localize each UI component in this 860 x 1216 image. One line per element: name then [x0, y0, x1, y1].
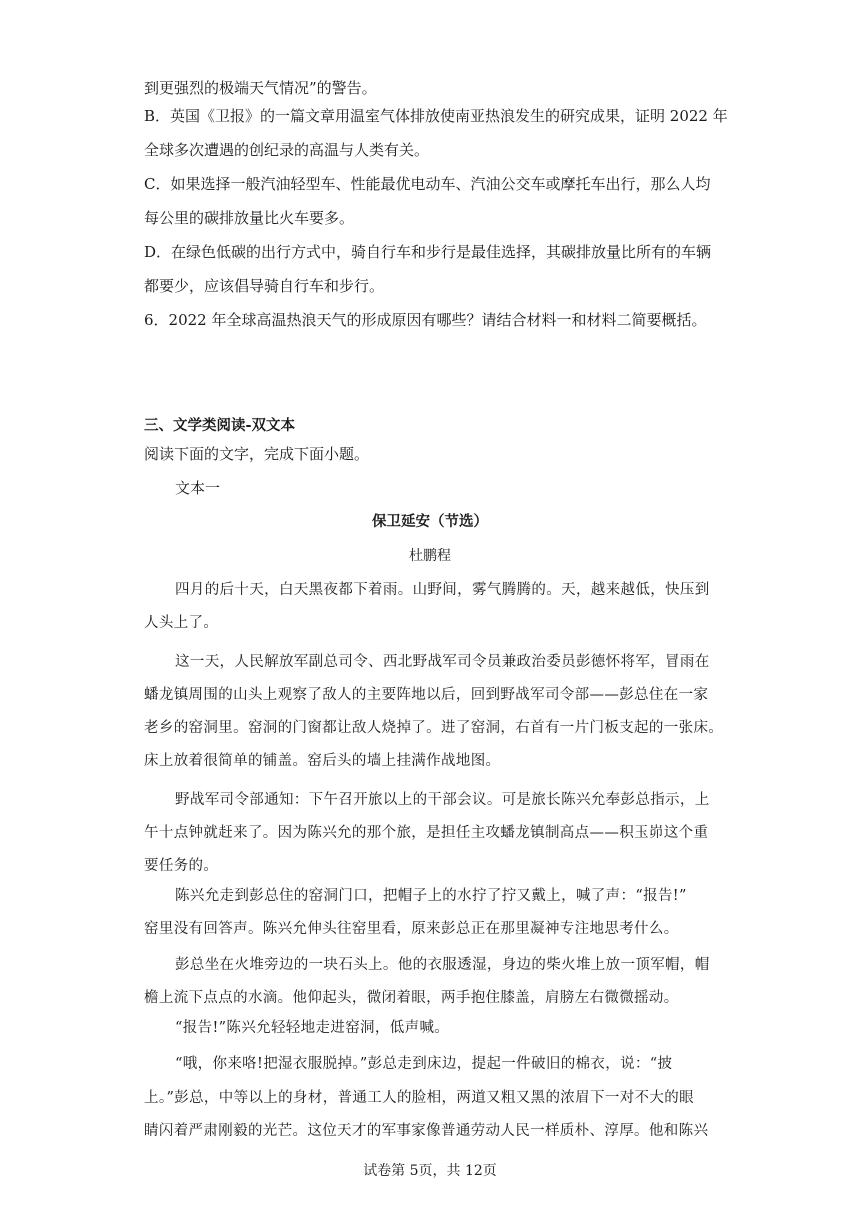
passage-line: 床上放着很简单的铺盖。窑后头的墙上挂满作战地图。: [144, 753, 501, 769]
option-d-line-1: D．在绿色低碳的出行方式中，骑自行车和步行是最佳选择，其碳排放量比所有的车辆: [144, 243, 712, 261]
passage-line: 人头上了。: [144, 615, 219, 631]
passage-line: 蟠龙镇周围的山头上观察了敌人的主要阵地以后，回到野战军司令部——彭总住在一家: [144, 687, 709, 703]
passage-author: 杜鹏程: [409, 548, 451, 564]
passage-line: 睛闪着严肃刚毅的光芒。这位天才的军事家像普通劳动人民一样质朴、淳厚。他和陈兴: [144, 1123, 709, 1139]
passage-line: 陈兴允走到彭总住的窑洞门口，把帽子上的水拧了拧又戴上，喊了声：“报告!”: [175, 888, 687, 904]
page-footer: 试卷第 5页，共 12页: [363, 1163, 497, 1179]
text-label: 文本一: [175, 479, 221, 497]
passage-line: 窑里没有回答声。陈兴允伸头往窑里看，原来彭总正在那里凝神专注地思考什么。: [144, 921, 679, 937]
passage-line: 要任务的。: [144, 858, 219, 874]
passage-line: 野战军司令部通知：下午召开旅以上的干部会议。可是旅长陈兴允奉彭总指示，上: [175, 792, 710, 808]
option-b-line-2: 全球多次遭遇的创纪录的高温与人类有关。: [144, 141, 430, 159]
option-c-line-1: C．如果选择一般汽油轻型车、性能最优电动车、汽油公交车或摩托车出行，那么人均: [144, 175, 711, 193]
passage-line: 午十点钟就赶来了。因为陈兴允的那个旅，是担任主攻蟠龙镇制高点——积玉峁这个重: [144, 825, 709, 841]
passage-line: 四月的后十天，白天黑夜都下着雨。山野间，雾气腾腾的。天，越来越低，快压到: [175, 582, 710, 598]
passage-line: 这一天，人民解放军副总司令、西北野战军司令员兼政治委员彭德怀将军，冒雨在: [175, 654, 710, 670]
passage-line: “哦，你来咯!把湿衣服脱掉。”彭总走到床边，提起一件破旧的棉衣，说：“披: [175, 1056, 673, 1072]
passage-line: 檐上流下点点的水滴。他仰起头，微闭着眼，两手抱住膝盖，肩膀左右微微摇动。: [144, 990, 679, 1006]
passage-line: 老乡的窑洞里。窑洞的门窗都让敌人烧掉了。进了窑洞，右首有一片门板支起的一张床。: [144, 720, 724, 736]
passage-line: 上。”彭总，中等以上的身材，普通工人的脸相，两道又粗又黑的浓眉下一对不大的眼: [144, 1090, 694, 1106]
section-instruction: 阅读下面的文字，完成下面小题。: [144, 445, 370, 463]
question-6: 6．2022 年全球高温热浪天气的形成原因有哪些？请结合材料一和材料二简要概括。: [144, 311, 707, 329]
section-heading: 三、文学类阅读-双文本: [144, 418, 296, 434]
option-d-line-2: 都要少，应该倡导骑自行车和步行。: [144, 277, 385, 295]
passage-line: “报告!”陈兴允轻轻地走进窑洞，低声喊。: [175, 1020, 450, 1036]
option-b-line-1: B．英国《卫报》的一篇文章用温室气体排放使南亚热浪发生的研究成果，证明 2022 年: [144, 107, 728, 125]
passage-title: 保卫延安（节选）: [372, 514, 488, 530]
option-c-line-2: 每公里的碳排放量比火车要多。: [144, 209, 355, 227]
continuation-line: 到更强烈的极端天气情况”的警告。: [144, 79, 377, 97]
passage-line: 彭总坐在火堆旁边的一块石头上。他的衣服透湿，身边的柴火堆上放一顶军帽，帽: [175, 957, 710, 973]
